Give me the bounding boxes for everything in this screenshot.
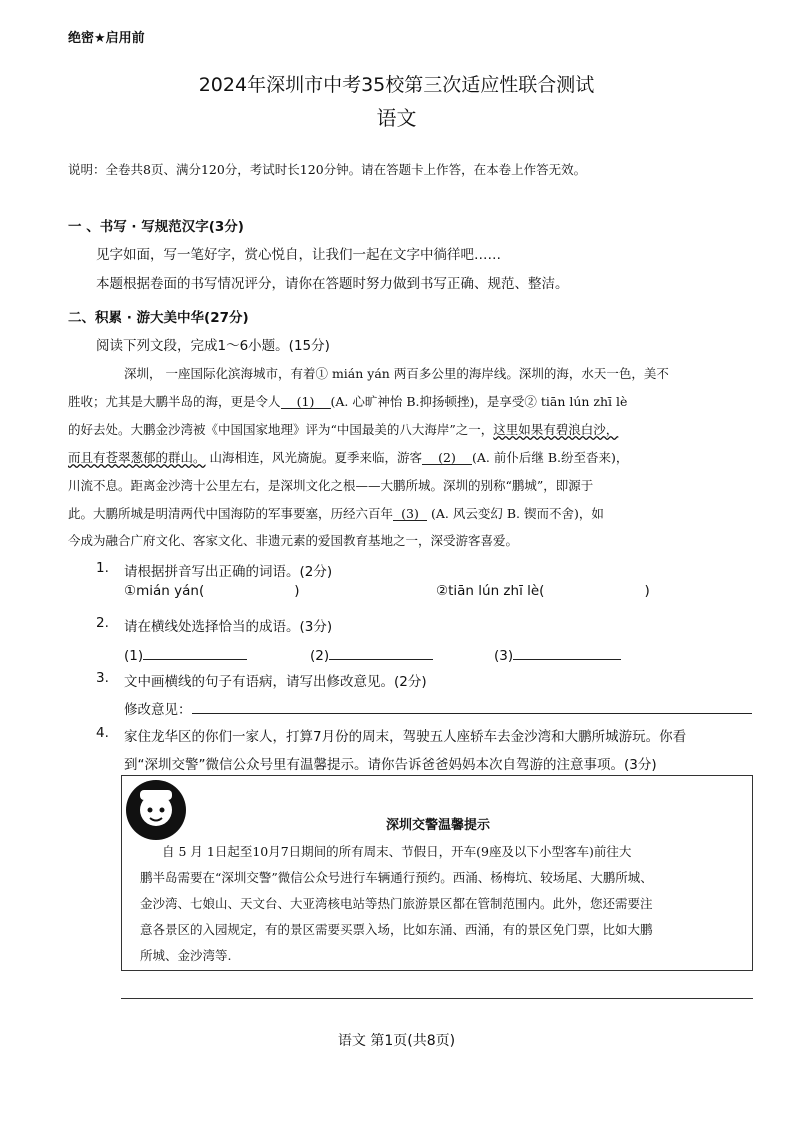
notice-line: 鹏半岛需要在“深圳交警”微信公众号进行车辆通行预约。西涌、杨梅坑、较场尾、大鹏所城、 (140, 870, 653, 885)
blank-1: (1) (281, 394, 331, 409)
q2-blank-2: (2) (310, 645, 433, 664)
q2-blank-1: (1) (124, 645, 247, 664)
notice-line: 金沙湾、七娘山、天文台、大亚湾核电站等热门旅游景区都在管制范围内。此外，您还需要注 (140, 896, 653, 911)
q4-number: 4. (96, 725, 109, 741)
q1-text: 请根据拼音写出正确的词语。(2分) (124, 564, 333, 580)
notice-title: 深圳交警温馨提示 (385, 818, 490, 833)
q4-text: 家住龙华区的你们一家人，打算7月份的周末，驾驶五人座轿车去金沙湾和大鹏所城游玩。你看 (124, 729, 687, 745)
blank-3: (3) (393, 506, 427, 521)
passage-line: 而且有苍翠葱郁的群山。 山海相连，风光旖旎。夏季来临，游客 (2) (A. 前仆后继 B.纷至沓来)， (68, 450, 629, 465)
q2-blank-3: (3) (494, 645, 621, 664)
q1-answer-b: ②tiān lún zhī lè( ) (436, 583, 650, 599)
notice-box (121, 775, 753, 971)
q3-text: 文中画横线的句子有语病，请写出修改意见。(2分) (124, 674, 427, 690)
passage-line: 胜收；尤其是大鹏半岛的海，更是令人 (1) (A. 心旷神怡 B.抑扬顿挫)，是享受② tiān lún zhī lè (68, 394, 628, 409)
section1-heading: 一 、书写 · 写规范汉字(3分) (68, 219, 244, 235)
passage-line: 川流不息。距离金沙湾十公里左右，是深圳文化之根——大鹏所城。深圳的别称“鹏城”，即源于 (68, 478, 594, 493)
q1-number: 1. (96, 560, 109, 576)
blank-2: (2) (422, 450, 472, 465)
faulty-sentence: 这里如果有碧浪白沙， (493, 422, 619, 437)
page-footer: 语文 第1页(共8页) (337, 1033, 456, 1049)
notice-line: 自 5 月 1日起至10月7日期间的所有周末、节假日，开车(9座及以下小型客车)前往大 (162, 844, 632, 859)
notice-line: 意各景区的入园规定，有的景区需要买票入场，比如东涌、西涌，有的景区免门票，比如大鹏 (140, 922, 653, 937)
passage-line: 今成为融合广府文化、客家文化、非遗元素的爱国教育基地之一，深受游客喜爱。 (68, 533, 519, 548)
faulty-sentence: 而且有苍翠葱郁的群山。 (68, 450, 206, 465)
q1-answer-a: ①mián yán( ) (124, 583, 300, 599)
exam-instructions: 说明：全卷共8页、满分120分，考试时长120分钟。请在答题卡上作答，在本卷上作答无效。 (68, 162, 587, 177)
q2-text: 请在横线处选择恰当的成语。(3分) (124, 619, 333, 635)
passage-line: 的好去处。大鹏金沙湾被《中国国家地理》评为“中国最美的八大海岸”之一，这里如果有碧浪白沙， (68, 422, 619, 437)
answer-line (121, 998, 753, 999)
section2-intro: 阅读下列文段，完成1～6小题。(15分) (96, 338, 330, 354)
subject-title: 语文 (376, 106, 417, 130)
q3-number: 3. (96, 670, 109, 686)
passage-line: 深圳， 一座国际化滨海城市，有着① mián yán 两百多公里的海岸线。深圳的海，水天一色，美不 (124, 366, 669, 381)
notice-line: 所城、金沙湾等. (140, 948, 232, 963)
q2-number: 2. (96, 615, 109, 631)
section2-heading: 二、积累 · 游大美中华(27分) (68, 310, 249, 326)
exam-title: 2024年深圳市中考35校第三次适应性联合测试 (198, 74, 595, 96)
section1-line: 本题根据卷面的书写情况评分，请你在答题时努力做到书写正确、规范、整洁。 (96, 276, 569, 292)
q4-text: 到“深圳交警”微信公众号里有温馨提示。请你告诉爸爸妈妈本次自驾游的注意事项。(3分) (124, 757, 657, 773)
confidential-label: 绝密★启用前 (68, 31, 145, 46)
passage-line: 此。大鹏所城是明清两代中国海防的军事要塞，历经六百年 (3) (A. 风云变幻 B. 锲而不舍)，如 (68, 506, 604, 521)
section1-line: 见字如面，写一笔好字，赏心悦自，让我们一起在文字中徜徉吧…… (96, 247, 501, 263)
q3-fix: 修改意见： (124, 698, 752, 718)
